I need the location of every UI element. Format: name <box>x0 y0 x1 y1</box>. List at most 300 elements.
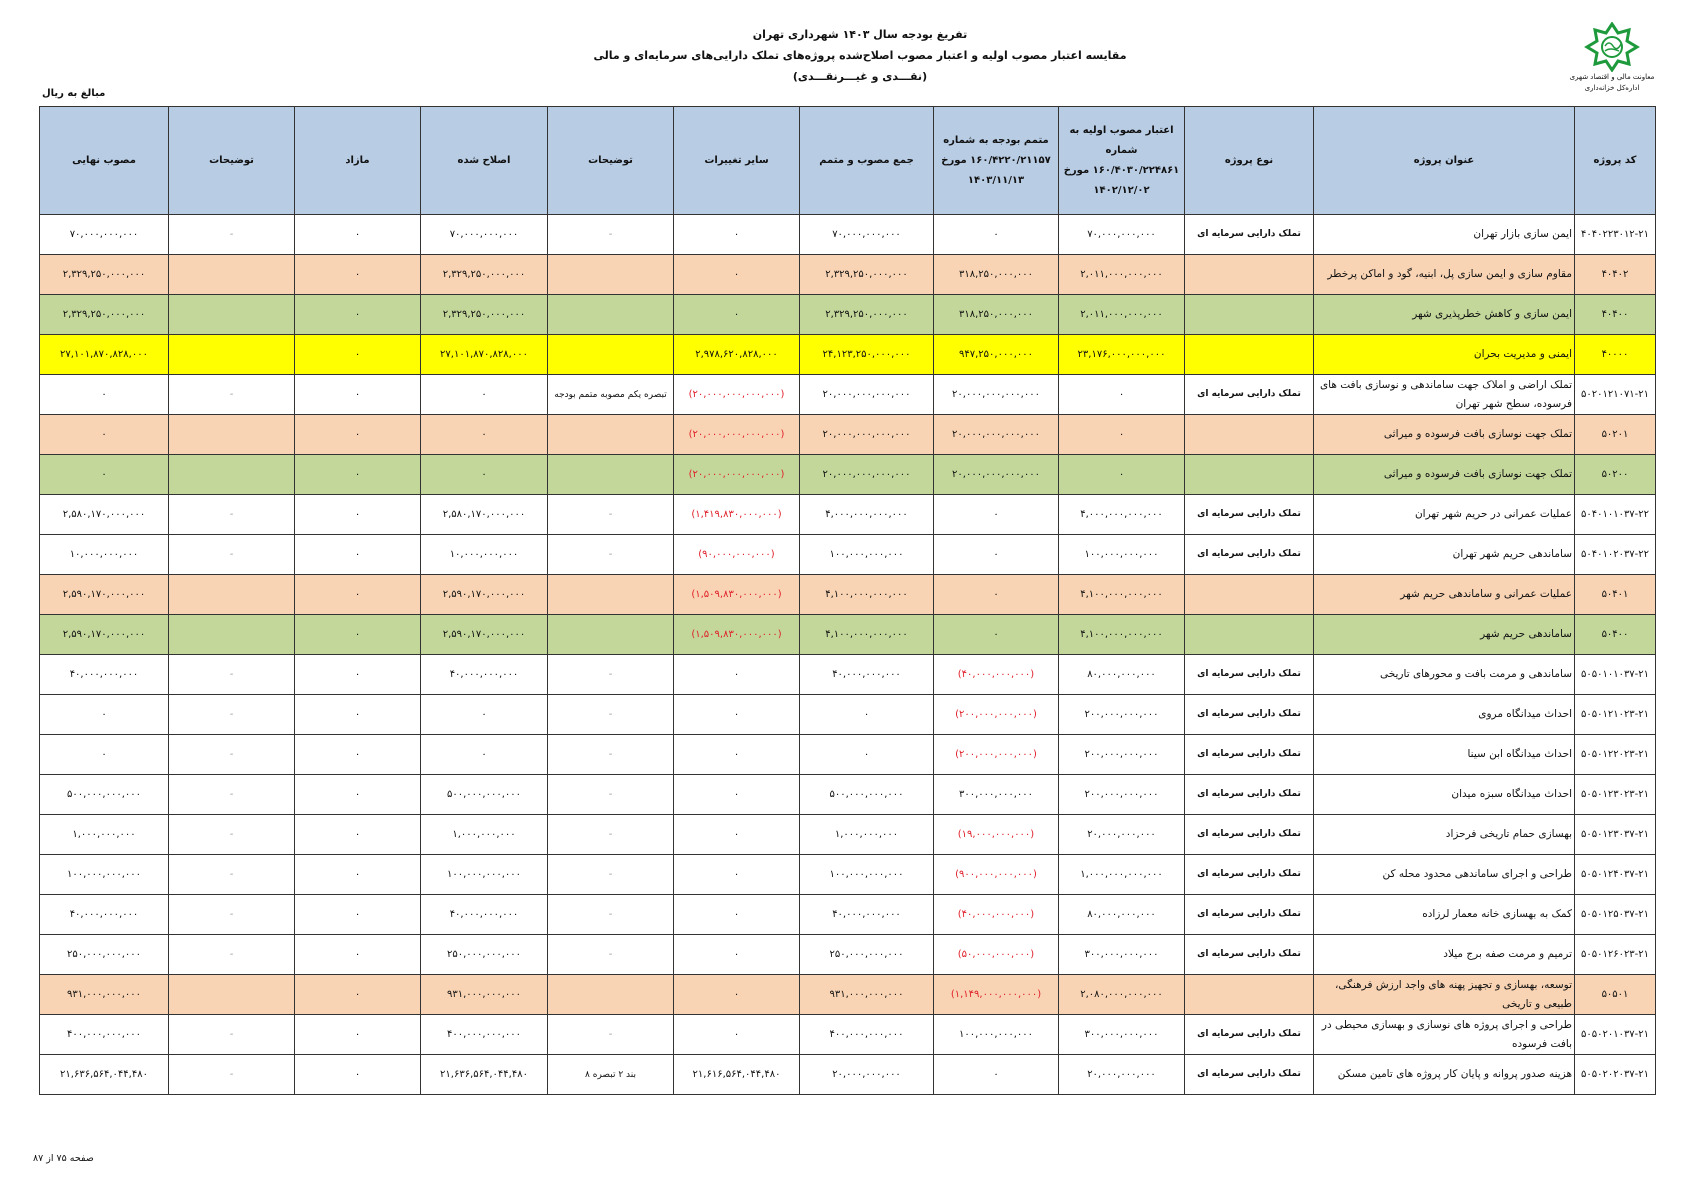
cell-text: ۲۰۰,۰۰۰,۰۰۰,۰۰۰ <box>1084 749 1159 760</box>
cell-surplus <box>295 975 421 1015</box>
cell-project-type <box>1185 855 1314 895</box>
cell-text: ۲,۵۹۰,۱۷۰,۰۰۰,۰۰۰ <box>442 589 526 600</box>
cell-text: ۰ <box>354 829 361 840</box>
cell-budget-supplement <box>934 535 1059 575</box>
cell-text: - <box>229 749 234 760</box>
cell-final-approved <box>40 375 169 415</box>
cell-project-title <box>1314 855 1575 895</box>
cell-text: تملک دارایی سرمایه ای <box>1197 1069 1301 1079</box>
cell-other-changes <box>674 815 800 855</box>
cell-approved-plus-supplement <box>800 495 934 535</box>
cell-text: ۰ <box>1118 469 1125 480</box>
cell-project-title <box>1314 215 1575 255</box>
cell-text: ۲۰,۰۰۰,۰۰۰,۰۰۰ <box>832 1069 901 1080</box>
table-row <box>40 215 1656 255</box>
cell-corrected <box>421 215 548 255</box>
cell-text: ۰ <box>733 309 740 320</box>
cell-project-title <box>1314 615 1575 655</box>
cell-corrected <box>421 535 548 575</box>
cell-text: - <box>608 749 613 760</box>
cell-project-type <box>1185 575 1314 615</box>
cell-text: (۵۰,۰۰۰,۰۰۰,۰۰۰) <box>957 949 1035 960</box>
cell-surplus <box>295 335 421 375</box>
table-row <box>40 775 1656 815</box>
cell-surplus <box>295 735 421 775</box>
cell-text: - <box>608 1029 613 1040</box>
cell-text: ۰ <box>993 549 999 560</box>
cell-description <box>548 895 674 935</box>
cell-corrected <box>421 615 548 655</box>
cell-text: (۱,۵۰۹,۸۳۰,۰۰۰,۰۰۰) <box>691 589 782 600</box>
cell-text: ۷۰,۰۰۰,۰۰۰,۰۰۰ <box>449 229 519 240</box>
cell-approved-plus-supplement <box>800 415 934 455</box>
cell-corrected <box>421 295 548 335</box>
cell-description-2 <box>169 975 295 1015</box>
cell-project-type <box>1185 295 1314 335</box>
cell-other-changes <box>674 1055 800 1095</box>
cell-text: ۱,۰۰۰,۰۰۰,۰۰۰ <box>452 829 516 840</box>
cell-other-changes <box>674 775 800 815</box>
cell-text: ۲,۳۲۹,۲۵۰,۰۰۰,۰۰۰ <box>62 309 146 320</box>
cell-text: احداث میدانگاه سبزه میدان <box>1451 788 1572 800</box>
cell-other-changes <box>674 535 800 575</box>
header-label-line: توضیحات <box>209 154 254 166</box>
cell-text: ۴,۰۰۰,۰۰۰,۰۰۰,۰۰۰ <box>1080 509 1163 520</box>
cell-text: ۰ <box>733 789 740 800</box>
cell-other-changes <box>674 895 800 935</box>
cell-text: ۰ <box>101 429 107 440</box>
cell-text: ۰ <box>354 669 361 680</box>
cell-other-changes <box>674 655 800 695</box>
cell-final-approved <box>40 575 169 615</box>
cell-text: ۲,۰۱۱,۰۰۰,۰۰۰,۰۰۰ <box>1080 269 1163 280</box>
cell-text: ۰ <box>993 629 999 640</box>
cell-text: ۲,۵۸۰,۱۷۰,۰۰۰,۰۰۰ <box>62 509 146 520</box>
cell-text: ۰ <box>101 469 107 480</box>
cell-text: (۹۰۰,۰۰۰,۰۰۰,۰۰۰) <box>955 869 1037 880</box>
cell-text: ۵۰۴۰۱ <box>1601 589 1629 600</box>
cell-text: ۵۰۲۰۱ <box>1601 429 1629 440</box>
cell-text: ۰ <box>733 229 740 240</box>
header-final-approved <box>40 107 169 215</box>
cell-surplus <box>295 855 421 895</box>
cell-text: ۹۴۷,۲۵۰,۰۰۰,۰۰۰ <box>959 349 1033 360</box>
cell-text: تملک دارایی سرمایه ای <box>1197 509 1301 519</box>
cell-project-type <box>1185 1015 1314 1055</box>
table-row <box>40 1055 1656 1095</box>
cell-text: ۱,۰۰۰,۰۰۰,۰۰۰ <box>72 829 136 840</box>
cell-text: ۲۰,۰۰۰,۰۰۰,۰۰۰,۰۰۰ <box>952 429 1040 440</box>
cell-surplus <box>295 415 421 455</box>
cell-text: ایمن سازی و کاهش خطرپذیری شهر <box>1412 308 1572 320</box>
cell-description-2 <box>169 1055 295 1095</box>
cell-text: ۰ <box>354 229 361 240</box>
cell-other-changes <box>674 855 800 895</box>
cell-text: ۴۰۰۰۰ <box>1601 349 1629 360</box>
cell-approved-plus-supplement <box>800 255 934 295</box>
cell-project-code <box>1575 775 1656 815</box>
cell-project-title <box>1314 735 1575 775</box>
cell-text: ۴,۱۰۰,۰۰۰,۰۰۰,۰۰۰ <box>825 589 908 600</box>
cell-text: ۰ <box>481 389 487 400</box>
cell-description <box>548 255 674 295</box>
cell-text: تملک اراضی و املاک جهت ساماندهی و نوسازی بافت های فرسوده، سطح شهر تهران <box>1319 378 1572 410</box>
header-label-line: ۱۶۰/۴۲۲۰/۲۱۱۵۷ مورخ <box>941 154 1051 166</box>
cell-description-2 <box>169 415 295 455</box>
cell-approved-plus-supplement <box>800 895 934 935</box>
cell-text: (۴۰,۰۰۰,۰۰۰,۰۰۰) <box>957 909 1035 920</box>
cell-text: ۲۵۰,۰۰۰,۰۰۰,۰۰۰ <box>67 949 141 960</box>
header-label-line: متمم بودجه به شماره <box>943 134 1049 146</box>
cell-text: ۰ <box>863 749 870 760</box>
cell-text: ۱۰۰,۰۰۰,۰۰۰,۰۰۰ <box>959 1029 1033 1040</box>
cell-project-title <box>1314 695 1575 735</box>
cell-initial-approved <box>1059 735 1185 775</box>
cell-description <box>548 935 674 975</box>
cell-description-2 <box>169 815 295 855</box>
table-body <box>40 215 1656 1095</box>
cell-description-2 <box>169 335 295 375</box>
cell-other-changes <box>674 375 800 415</box>
cell-text: ۲۰۰,۰۰۰,۰۰۰,۰۰۰ <box>1084 789 1159 800</box>
cell-corrected <box>421 775 548 815</box>
cell-project-title <box>1314 1015 1575 1055</box>
cell-text: ۴۰,۰۰۰,۰۰۰,۰۰۰ <box>449 909 519 920</box>
cell-description-2 <box>169 535 295 575</box>
cell-text: ۱,۰۰۰,۰۰۰,۰۰۰,۰۰۰ <box>1080 869 1163 880</box>
cell-text: ۴۰۴۰۲۲۳۰۱۲-۲۱ <box>1580 229 1650 240</box>
cell-description <box>548 375 674 415</box>
cell-text: ۲,۵۹۰,۱۷۰,۰۰۰,۰۰۰ <box>442 629 526 640</box>
cell-text: - <box>229 869 234 880</box>
cell-description <box>548 615 674 655</box>
table-header-row <box>40 107 1656 215</box>
cell-description-2 <box>169 575 295 615</box>
table-row <box>40 695 1656 735</box>
cell-approved-plus-supplement <box>800 855 934 895</box>
cell-text: ۲۵۰,۰۰۰,۰۰۰,۰۰۰ <box>447 949 521 960</box>
cell-project-type <box>1185 535 1314 575</box>
cell-initial-approved <box>1059 975 1185 1015</box>
cell-text: بند ۲ تبصره ۸ <box>585 1069 636 1080</box>
cell-text: ۵۰۲۰۰ <box>1601 469 1629 480</box>
cell-text: ۱۰۰,۰۰۰,۰۰۰,۰۰۰ <box>829 549 904 560</box>
header-project-title <box>1314 107 1575 215</box>
cell-project-type <box>1185 255 1314 295</box>
header-label-line: توضیحات <box>588 154 633 166</box>
cell-description <box>548 975 674 1015</box>
cell-text: ۰ <box>354 349 361 360</box>
cell-final-approved <box>40 495 169 535</box>
cell-text: ۰ <box>354 309 361 320</box>
cell-project-code <box>1575 735 1656 775</box>
table-row <box>40 255 1656 295</box>
cell-text: - <box>229 669 234 680</box>
cell-text: توسعه، بهسازی و تجهیز پهنه های واجد ارزش فرهنگی، طبیعی و تاریخی <box>1335 978 1572 1010</box>
cell-text: ۰ <box>354 429 361 440</box>
cell-corrected <box>421 375 548 415</box>
cell-budget-supplement <box>934 655 1059 695</box>
cell-other-changes <box>674 215 800 255</box>
cell-text: احداث میدانگاه مروی <box>1478 708 1572 720</box>
cell-description <box>548 1055 674 1095</box>
cell-final-approved <box>40 615 169 655</box>
cell-description <box>548 655 674 695</box>
cell-text: - <box>608 909 613 920</box>
cell-text: ۵۰۵۰۱۲۴۰۳۷-۲۱ <box>1580 869 1650 880</box>
cell-text: ۰ <box>101 709 107 720</box>
cell-initial-approved <box>1059 415 1185 455</box>
cell-surplus <box>295 255 421 295</box>
table-row <box>40 975 1656 1015</box>
cell-text: ۰ <box>354 589 361 600</box>
cell-corrected <box>421 855 548 895</box>
cell-text: ۰ <box>733 869 740 880</box>
cell-text: تملک دارایی سرمایه ای <box>1197 229 1301 239</box>
cell-text: (۲۰۰,۰۰۰,۰۰۰,۰۰۰) <box>955 709 1037 720</box>
cell-text: ۰ <box>354 389 361 400</box>
cell-final-approved <box>40 455 169 495</box>
cell-surplus <box>295 215 421 255</box>
cell-approved-plus-supplement <box>800 615 934 655</box>
table-row <box>40 495 1656 535</box>
cell-project-code <box>1575 215 1656 255</box>
cell-budget-supplement <box>934 615 1059 655</box>
cell-text: ۰ <box>481 469 487 480</box>
cell-corrected <box>421 1015 548 1055</box>
cell-approved-plus-supplement <box>800 375 934 415</box>
cell-project-title <box>1314 975 1575 1015</box>
cell-initial-approved <box>1059 575 1185 615</box>
cell-text: ۴۰,۰۰۰,۰۰۰,۰۰۰ <box>69 669 139 680</box>
cell-surplus <box>295 455 421 495</box>
cell-other-changes <box>674 1015 800 1055</box>
table-row <box>40 575 1656 615</box>
cell-surplus <box>295 295 421 335</box>
cell-final-approved <box>40 695 169 735</box>
cell-initial-approved <box>1059 1055 1185 1095</box>
cell-text: ۵۰۴۰۰ <box>1601 629 1629 640</box>
cell-initial-approved <box>1059 375 1185 415</box>
cell-text: تملک دارایی سرمایه ای <box>1197 789 1301 799</box>
cell-text: ۲,۵۹۰,۱۷۰,۰۰۰,۰۰۰ <box>62 629 146 640</box>
cell-text: ۳۱۸,۲۵۰,۰۰۰,۰۰۰ <box>959 269 1033 280</box>
cell-text: ۰ <box>993 589 999 600</box>
header-project-type <box>1185 107 1314 215</box>
cell-project-title <box>1314 1055 1575 1095</box>
cell-text: ۲۰,۰۰۰,۰۰۰,۰۰۰,۰۰۰ <box>952 389 1040 400</box>
cell-project-code <box>1575 535 1656 575</box>
cell-text: ۰ <box>733 989 740 1000</box>
cell-text: ۵۰۵۰۲۰۱۰۳۷-۲۱ <box>1580 1029 1650 1040</box>
cell-other-changes <box>674 415 800 455</box>
cell-text: - <box>608 869 613 880</box>
cell-budget-supplement <box>934 455 1059 495</box>
cell-text: ۰ <box>354 869 361 880</box>
cell-text: ۹۳۱,۰۰۰,۰۰۰,۰۰۰ <box>829 989 904 1000</box>
cell-text: (۲۰,۰۰۰,۰۰۰,۰۰۰,۰۰۰) <box>688 389 785 400</box>
cell-other-changes <box>674 935 800 975</box>
cell-text: ۲۳,۱۷۶,۰۰۰,۰۰۰,۰۰۰ <box>1077 349 1166 360</box>
cell-text: ۰ <box>101 749 107 760</box>
cell-budget-supplement <box>934 895 1059 935</box>
cell-text: ۲۴,۱۲۳,۲۵۰,۰۰۰,۰۰۰ <box>822 349 911 360</box>
cell-text: ۰ <box>354 709 361 720</box>
cell-description-2 <box>169 655 295 695</box>
cell-text: ۰ <box>993 229 999 240</box>
cell-approved-plus-supplement <box>800 655 934 695</box>
cell-project-code <box>1575 855 1656 895</box>
cell-description <box>548 735 674 775</box>
cell-other-changes <box>674 975 800 1015</box>
cell-budget-supplement <box>934 735 1059 775</box>
title-line-1: تفریغ بودجه سال ۱۴۰۳ شهرداری تهران <box>752 28 968 41</box>
cell-text: (۲۰۰,۰۰۰,۰۰۰,۰۰۰) <box>955 749 1037 760</box>
cell-text: (۴۰,۰۰۰,۰۰۰,۰۰۰) <box>957 669 1035 680</box>
cell-text: تملک دارایی سرمایه ای <box>1197 909 1301 919</box>
cell-final-approved <box>40 215 169 255</box>
cell-budget-supplement <box>934 1015 1059 1055</box>
cell-text: تملک دارایی سرمایه ای <box>1197 669 1301 679</box>
cell-project-code <box>1575 695 1656 735</box>
cell-text: (۱,۵۰۹,۸۳۰,۰۰۰,۰۰۰) <box>691 629 782 640</box>
table-row <box>40 415 1656 455</box>
cell-surplus <box>295 695 421 735</box>
cell-surplus <box>295 895 421 935</box>
cell-text: ۷۰,۰۰۰,۰۰۰,۰۰۰ <box>69 229 139 240</box>
cell-text: ۱۰۰,۰۰۰,۰۰۰,۰۰۰ <box>1084 549 1159 560</box>
cell-text: احداث میدانگاه ابن سینا <box>1467 748 1572 760</box>
header-label-line: اعتبار مصوب اولیه به شماره <box>1069 124 1174 156</box>
cell-text: ۲۰,۰۰۰,۰۰۰,۰۰۰,۰۰۰ <box>822 469 911 480</box>
cell-text: ترمیم و مرمت صفه برج میلاد <box>1443 948 1572 960</box>
cell-text: ۴۰,۰۰۰,۰۰۰,۰۰۰ <box>69 909 139 920</box>
cell-approved-plus-supplement <box>800 575 934 615</box>
cell-initial-approved <box>1059 215 1185 255</box>
cell-final-approved <box>40 895 169 935</box>
cell-text: ۴,۱۰۰,۰۰۰,۰۰۰,۰۰۰ <box>1080 629 1163 640</box>
cell-initial-approved <box>1059 335 1185 375</box>
cell-description-2 <box>169 295 295 335</box>
cell-description-2 <box>169 735 295 775</box>
cell-text: - <box>229 549 234 560</box>
cell-text: ۵۰۰,۰۰۰,۰۰۰,۰۰۰ <box>67 789 141 800</box>
municipality-logo <box>1566 22 1658 94</box>
cell-text: ۰ <box>733 829 740 840</box>
cell-budget-supplement <box>934 215 1059 255</box>
cell-text: ۲۰,۰۰۰,۰۰۰,۰۰۰ <box>1087 1069 1156 1080</box>
cell-approved-plus-supplement <box>800 1055 934 1095</box>
cell-project-code <box>1575 295 1656 335</box>
cell-description <box>548 415 674 455</box>
cell-text: عملیات عمرانی و ساماندهی حریم شهر <box>1400 588 1572 600</box>
cell-final-approved <box>40 1055 169 1095</box>
cell-text: ۲۰,۰۰۰,۰۰۰,۰۰۰,۰۰۰ <box>822 429 911 440</box>
cell-text: ۰ <box>354 469 361 480</box>
cell-project-title <box>1314 575 1575 615</box>
cell-other-changes <box>674 575 800 615</box>
cell-text: ۵۰۲۰۱۲۱۰۷۱-۲۱ <box>1580 389 1650 400</box>
cell-surplus <box>295 575 421 615</box>
cell-text: ۰ <box>354 909 361 920</box>
cell-text: ۲۰,۰۰۰,۰۰۰,۰۰۰ <box>1087 829 1156 840</box>
budget-table <box>39 106 1656 1095</box>
cell-final-approved <box>40 535 169 575</box>
cell-description-2 <box>169 1015 295 1055</box>
cell-project-title <box>1314 415 1575 455</box>
cell-text: - <box>229 1069 234 1080</box>
cell-initial-approved <box>1059 655 1185 695</box>
cell-text: ۰ <box>993 509 999 520</box>
cell-text: ۰ <box>733 1029 740 1040</box>
cell-project-code <box>1575 255 1656 295</box>
cell-project-title <box>1314 255 1575 295</box>
cell-description <box>548 695 674 735</box>
cell-description-2 <box>169 615 295 655</box>
cell-text: ۳۰۰,۰۰۰,۰۰۰,۰۰۰ <box>959 789 1033 800</box>
cell-initial-approved <box>1059 895 1185 935</box>
cell-description <box>548 295 674 335</box>
cell-project-type <box>1185 1055 1314 1095</box>
cell-project-type <box>1185 335 1314 375</box>
header-description <box>548 107 674 215</box>
cell-corrected <box>421 495 548 535</box>
cell-text: ۰ <box>733 909 740 920</box>
header-surplus <box>295 107 421 215</box>
cell-corrected <box>421 695 548 735</box>
cell-text: ۷۰,۰۰۰,۰۰۰,۰۰۰ <box>1087 229 1156 240</box>
cell-description-2 <box>169 255 295 295</box>
cell-text: ۹۳۱,۰۰۰,۰۰۰,۰۰۰ <box>67 989 141 1000</box>
cell-text: - <box>229 509 234 520</box>
table-row <box>40 335 1656 375</box>
cell-surplus <box>295 495 421 535</box>
header-project-code <box>1575 107 1656 215</box>
cell-corrected <box>421 415 548 455</box>
tehran-municipality-logo-icon <box>1583 22 1641 72</box>
logo-caption-2: اداره‌کل خزانه‌داری <box>1584 84 1640 92</box>
cell-text: ۵۰۰,۰۰۰,۰۰۰,۰۰۰ <box>447 789 521 800</box>
cell-text: ۵۰۵۰۱۲۳۰۲۳-۲۱ <box>1580 789 1650 800</box>
cell-project-code <box>1575 495 1656 535</box>
cell-approved-plus-supplement <box>800 775 934 815</box>
cell-text: ۴,۱۰۰,۰۰۰,۰۰۰,۰۰۰ <box>1080 589 1163 600</box>
cell-text: ۵۰۵۰۱۲۳۰۳۷-۲۱ <box>1580 829 1650 840</box>
cell-other-changes <box>674 735 800 775</box>
cell-initial-approved <box>1059 815 1185 855</box>
cell-description-2 <box>169 855 295 895</box>
cell-surplus <box>295 655 421 695</box>
cell-other-changes <box>674 615 800 655</box>
header-label-line: نوع پروژه <box>1224 154 1274 166</box>
cell-text: ۴,۱۰۰,۰۰۰,۰۰۰,۰۰۰ <box>825 629 908 640</box>
cell-text: ۲,۳۲۹,۲۵۰,۰۰۰,۰۰۰ <box>62 269 146 280</box>
cell-approved-plus-supplement <box>800 815 934 855</box>
header-label-line: اصلاح شده <box>457 154 511 166</box>
cell-approved-plus-supplement <box>800 695 934 735</box>
cell-final-approved <box>40 935 169 975</box>
cell-text: (۲۰,۰۰۰,۰۰۰,۰۰۰,۰۰۰) <box>688 469 785 480</box>
cell-text: ۰ <box>354 789 361 800</box>
cell-project-title <box>1314 375 1575 415</box>
table-row <box>40 935 1656 975</box>
cell-corrected <box>421 335 548 375</box>
table-row <box>40 815 1656 855</box>
cell-budget-supplement <box>934 335 1059 375</box>
cell-text: ۱۰۰,۰۰۰,۰۰۰,۰۰۰ <box>447 869 521 880</box>
cell-text: ۰ <box>733 269 740 280</box>
cell-description <box>548 455 674 495</box>
